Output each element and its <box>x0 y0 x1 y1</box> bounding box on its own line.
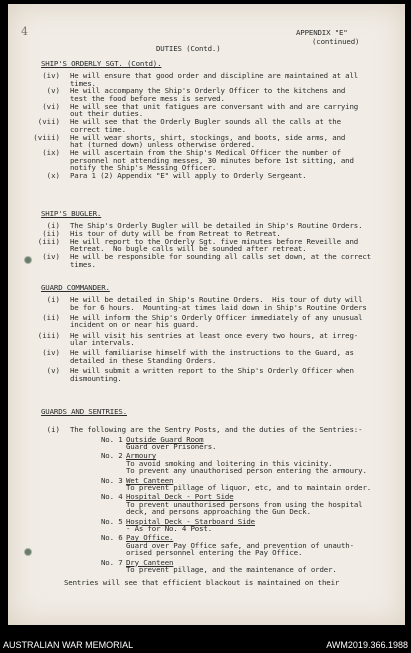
item-number: (v) <box>46 86 60 96</box>
appendix-continued: (continued) <box>312 37 360 46</box>
item-number: (iv) <box>42 348 60 358</box>
footer-source: AUSTRALIAN WAR MEMORIAL <box>3 640 134 650</box>
sentry-post-duty: orised personnel entering the Pay Office. <box>126 548 303 558</box>
item-text: He will accompany the Ship's Orderly Officer to the kitchens and <box>70 86 346 96</box>
item-text: He will visit his sentries at least once every two hours, at irreg- <box>70 330 359 340</box>
item-text: correct time. <box>70 124 126 134</box>
item-text: He will be detailed in Ship's Routine Orders. His tour of duty will <box>70 295 363 304</box>
item-text: dismounting. <box>70 373 122 383</box>
item-number: (iii) <box>37 330 60 340</box>
item-number: (ii) <box>42 228 60 238</box>
footer-reference: AWM2019.366.1988 <box>326 640 408 650</box>
item-number: (ii) <box>42 312 60 322</box>
closing-text: Sentries will see that efficient blackout is maintained on their <box>64 578 340 588</box>
sentry-post-duty: To prevent any unauthorised person entering the armoury. <box>126 466 367 476</box>
item-number: (vii) <box>37 117 60 127</box>
sentry-post-duty: Guard over Pay Office safe, and prevention of unauth- <box>126 540 354 550</box>
section-heading: GUARDS AND SENTRIES. <box>41 407 127 416</box>
item-number: (iv) <box>42 252 60 261</box>
sentry-post-duty: To prevent pillage, and the maintenance of order. <box>126 565 337 575</box>
footer-bar <box>0 639 411 653</box>
item-text: He will wear shorts, shirt, stockings, and boots, side arms, and <box>70 132 346 142</box>
sentry-post-name: Hospital Deck - Starboard Side <box>126 516 255 526</box>
margin-handwritten-mark: 4 <box>21 25 28 38</box>
sentry-post-duty: To prevent unauthorised persons from using the hospital <box>126 499 363 509</box>
item-number: (x) <box>46 171 60 180</box>
sentry-post-number: No. 4 <box>101 492 123 502</box>
item-text: He will familiarise himself with the instructions to the Guard, as <box>70 348 354 358</box>
sentry-post-duty: - As for No. 4 Post. <box>126 524 212 534</box>
item-text: He will see that unit fatigues are conversant with and are carrying <box>70 101 359 111</box>
section-heading: SHIP'S ORDERLY SGT. (Contd). <box>41 59 162 68</box>
item-text: test the food before mess is served. <box>70 94 225 103</box>
item-number: (i) <box>46 295 60 304</box>
sentry-post-name: Armoury <box>126 451 157 461</box>
section-heading: GUARD COMMANDER. <box>41 283 110 292</box>
item-text: ular intervals. <box>70 338 135 348</box>
sentry-post-number: No. 6 <box>101 533 123 543</box>
punch-hole <box>25 549 31 555</box>
item-number: (iv) <box>42 71 60 80</box>
item-text: He will ascertain from the Ship's Medical Officer the number of <box>70 148 341 157</box>
sentry-post-number: No. 5 <box>101 516 123 526</box>
item-number: (i) <box>46 221 60 230</box>
appendix-label: APPENDIX "E" <box>296 28 348 37</box>
sentry-post-name: Hospital Deck - Port Side <box>126 492 234 502</box>
item-text: He will be responsible for sounding all calls set down, at the correct <box>70 252 371 261</box>
item-text: personnel not attending messes, 30 minutes before 1st sitting, and <box>70 155 354 165</box>
item-text: The following are the Sentry Posts, and the duties of the Sentries:- <box>70 425 363 434</box>
item-text: His tour of duty will be from Retreat to Retreat. <box>70 228 281 238</box>
item-text: He will report to the Orderly Sgt. five minutes before Reveille and <box>70 236 359 246</box>
item-text: be for 6 hours. Mounting-at times laid down in Ship's Routine Orders <box>70 302 367 312</box>
sentry-post-duty: To prevent pillage of liquor, etc, and to maintain order. <box>126 483 372 493</box>
item-text: He will see that the Orderly Bugler sounds all the calls at the <box>70 117 341 127</box>
document-page <box>8 4 405 625</box>
item-number: (iii) <box>37 236 60 246</box>
sentry-post-number: No. 1 <box>101 434 123 444</box>
sentry-post-number: No. 3 <box>101 475 123 485</box>
sentry-post-number: No. 2 <box>101 451 123 461</box>
item-text: Retreat. No bugle calls will be sounded after retreat. <box>70 244 307 254</box>
sentry-post-duty: To avoid smoking and loitering in this vicinity. <box>126 458 333 468</box>
item-text: hat (turned down) unless otherwise ordered. <box>70 140 255 150</box>
sentry-post-number: No. 7 <box>101 557 123 567</box>
item-text: times. <box>70 78 96 88</box>
item-text: times. <box>70 259 96 269</box>
page-title: DUTIES (Contd.) <box>156 44 221 53</box>
item-text: He will inform the Ship's Orderly Officer immediately of any unusual <box>70 312 363 322</box>
sentry-post-name: Outside Guard Room <box>126 434 204 444</box>
item-number: (v) <box>46 366 60 376</box>
item-text: incident on or near his guard. <box>70 320 199 330</box>
item-number: (vi) <box>42 101 60 111</box>
sentry-post-duty: deck, and persons approaching the Gun Deck. <box>126 507 311 517</box>
section-heading: SHIP'S BUGLER. <box>41 209 102 218</box>
sentry-post-name: Wet Canteen <box>126 475 174 485</box>
item-text: detailed in these Standing Orders. <box>70 356 217 365</box>
sentry-post-name: Pay Office. <box>126 533 174 543</box>
item-text: He will submit a written report to the Ship's Orderly Officer when <box>70 366 354 376</box>
sentry-post-name: Dry Canteen <box>126 557 174 567</box>
item-text: The Ship's Orderly Bugler will be detailed in Ship's Routine Orders. <box>70 221 363 230</box>
item-number: (i) <box>46 425 60 434</box>
item-text: notify the Ship's Messing Officer. <box>70 163 217 173</box>
item-text: out their duties. <box>70 109 144 119</box>
item-text: Para 1 (2) Appendix "E" will apply to Orderly Sergeant. <box>70 171 307 180</box>
item-number: (ix) <box>42 148 60 157</box>
item-text: He will ensure that good order and discipline are maintained at all <box>70 71 359 80</box>
sentry-post-duty: Guard over Prisoners. <box>126 442 217 452</box>
item-number: (viii) <box>33 132 60 142</box>
